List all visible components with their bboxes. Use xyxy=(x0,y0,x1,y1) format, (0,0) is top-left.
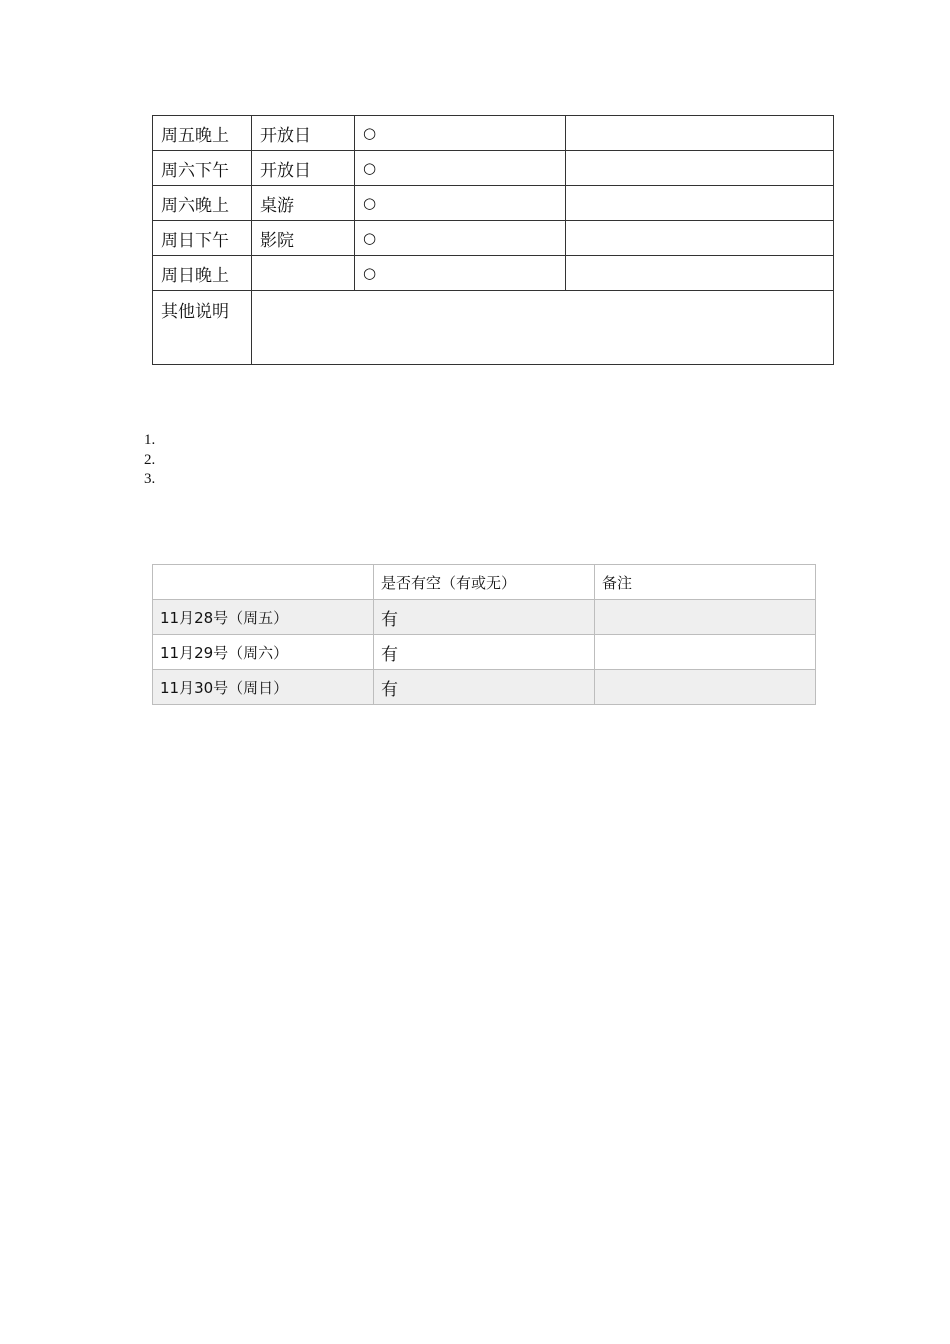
schedule-time-cell: 周日下午 xyxy=(153,221,252,256)
schedule-time-cell: 周日晚上 xyxy=(153,256,252,291)
schedule-extra-cell[interactable] xyxy=(566,221,834,256)
schedule-mark-cell[interactable]: ○ xyxy=(355,221,566,256)
schedule-row xyxy=(153,151,834,186)
schedule-mark-cell[interactable]: ○ xyxy=(355,256,566,291)
schedule-row xyxy=(153,116,834,151)
header-cell-blank xyxy=(153,565,374,600)
numbered-list xyxy=(144,431,155,490)
remark-cell[interactable] xyxy=(595,670,816,705)
availability-row xyxy=(153,600,816,635)
schedule-mark-cell[interactable]: ○ xyxy=(355,151,566,186)
availability-row xyxy=(153,635,816,670)
header-cell-remark: 备注 xyxy=(595,565,816,600)
schedule-mark-cell[interactable]: ○ xyxy=(355,116,566,151)
notes-label: 其他说明 xyxy=(153,291,252,365)
schedule-activity-cell[interactable]: 开放日 xyxy=(252,151,355,186)
schedule-row xyxy=(153,256,834,291)
list-item-number: 1. xyxy=(144,432,156,448)
schedule-extra-cell[interactable] xyxy=(566,256,834,291)
schedule-activity-cell[interactable]: 桌游 xyxy=(252,186,355,221)
availability-cell[interactable]: 有 xyxy=(374,635,595,670)
availability-row xyxy=(153,670,816,705)
schedule-row xyxy=(153,221,834,256)
schedule-time-cell: 周五晚上 xyxy=(153,116,252,151)
schedule-activity-cell[interactable] xyxy=(252,256,355,291)
schedule-notes-row xyxy=(153,291,834,365)
schedule-extra-cell[interactable] xyxy=(566,186,834,221)
schedule-mark-cell[interactable]: ○ xyxy=(355,186,566,221)
schedule-table xyxy=(152,115,834,365)
notes-field[interactable] xyxy=(252,291,834,365)
date-cell: 11月28号（周五） xyxy=(153,600,374,635)
remark-cell[interactable] xyxy=(595,635,816,670)
availability-cell[interactable]: 有 xyxy=(374,670,595,705)
header-cell-availability: 是否有空（有或无） xyxy=(374,565,595,600)
date-cell: 11月30号（周日） xyxy=(153,670,374,705)
remark-cell[interactable] xyxy=(595,600,816,635)
schedule-extra-cell[interactable] xyxy=(566,151,834,186)
schedule-extra-cell[interactable] xyxy=(566,116,834,151)
availability-header-row xyxy=(153,565,816,600)
schedule-time-cell: 周六下午 xyxy=(153,151,252,186)
list-item-number: 3. xyxy=(144,471,156,487)
schedule-activity-cell[interactable]: 影院 xyxy=(252,221,355,256)
list-item-number: 2. xyxy=(144,451,156,468)
date-cell: 11月29号（周六） xyxy=(153,635,374,670)
schedule-time-cell: 周六晚上 xyxy=(153,186,252,221)
schedule-row xyxy=(153,186,834,221)
availability-cell[interactable]: 有 xyxy=(374,600,595,635)
schedule-activity-cell[interactable]: 开放日 xyxy=(252,116,355,151)
availability-table xyxy=(152,564,816,705)
